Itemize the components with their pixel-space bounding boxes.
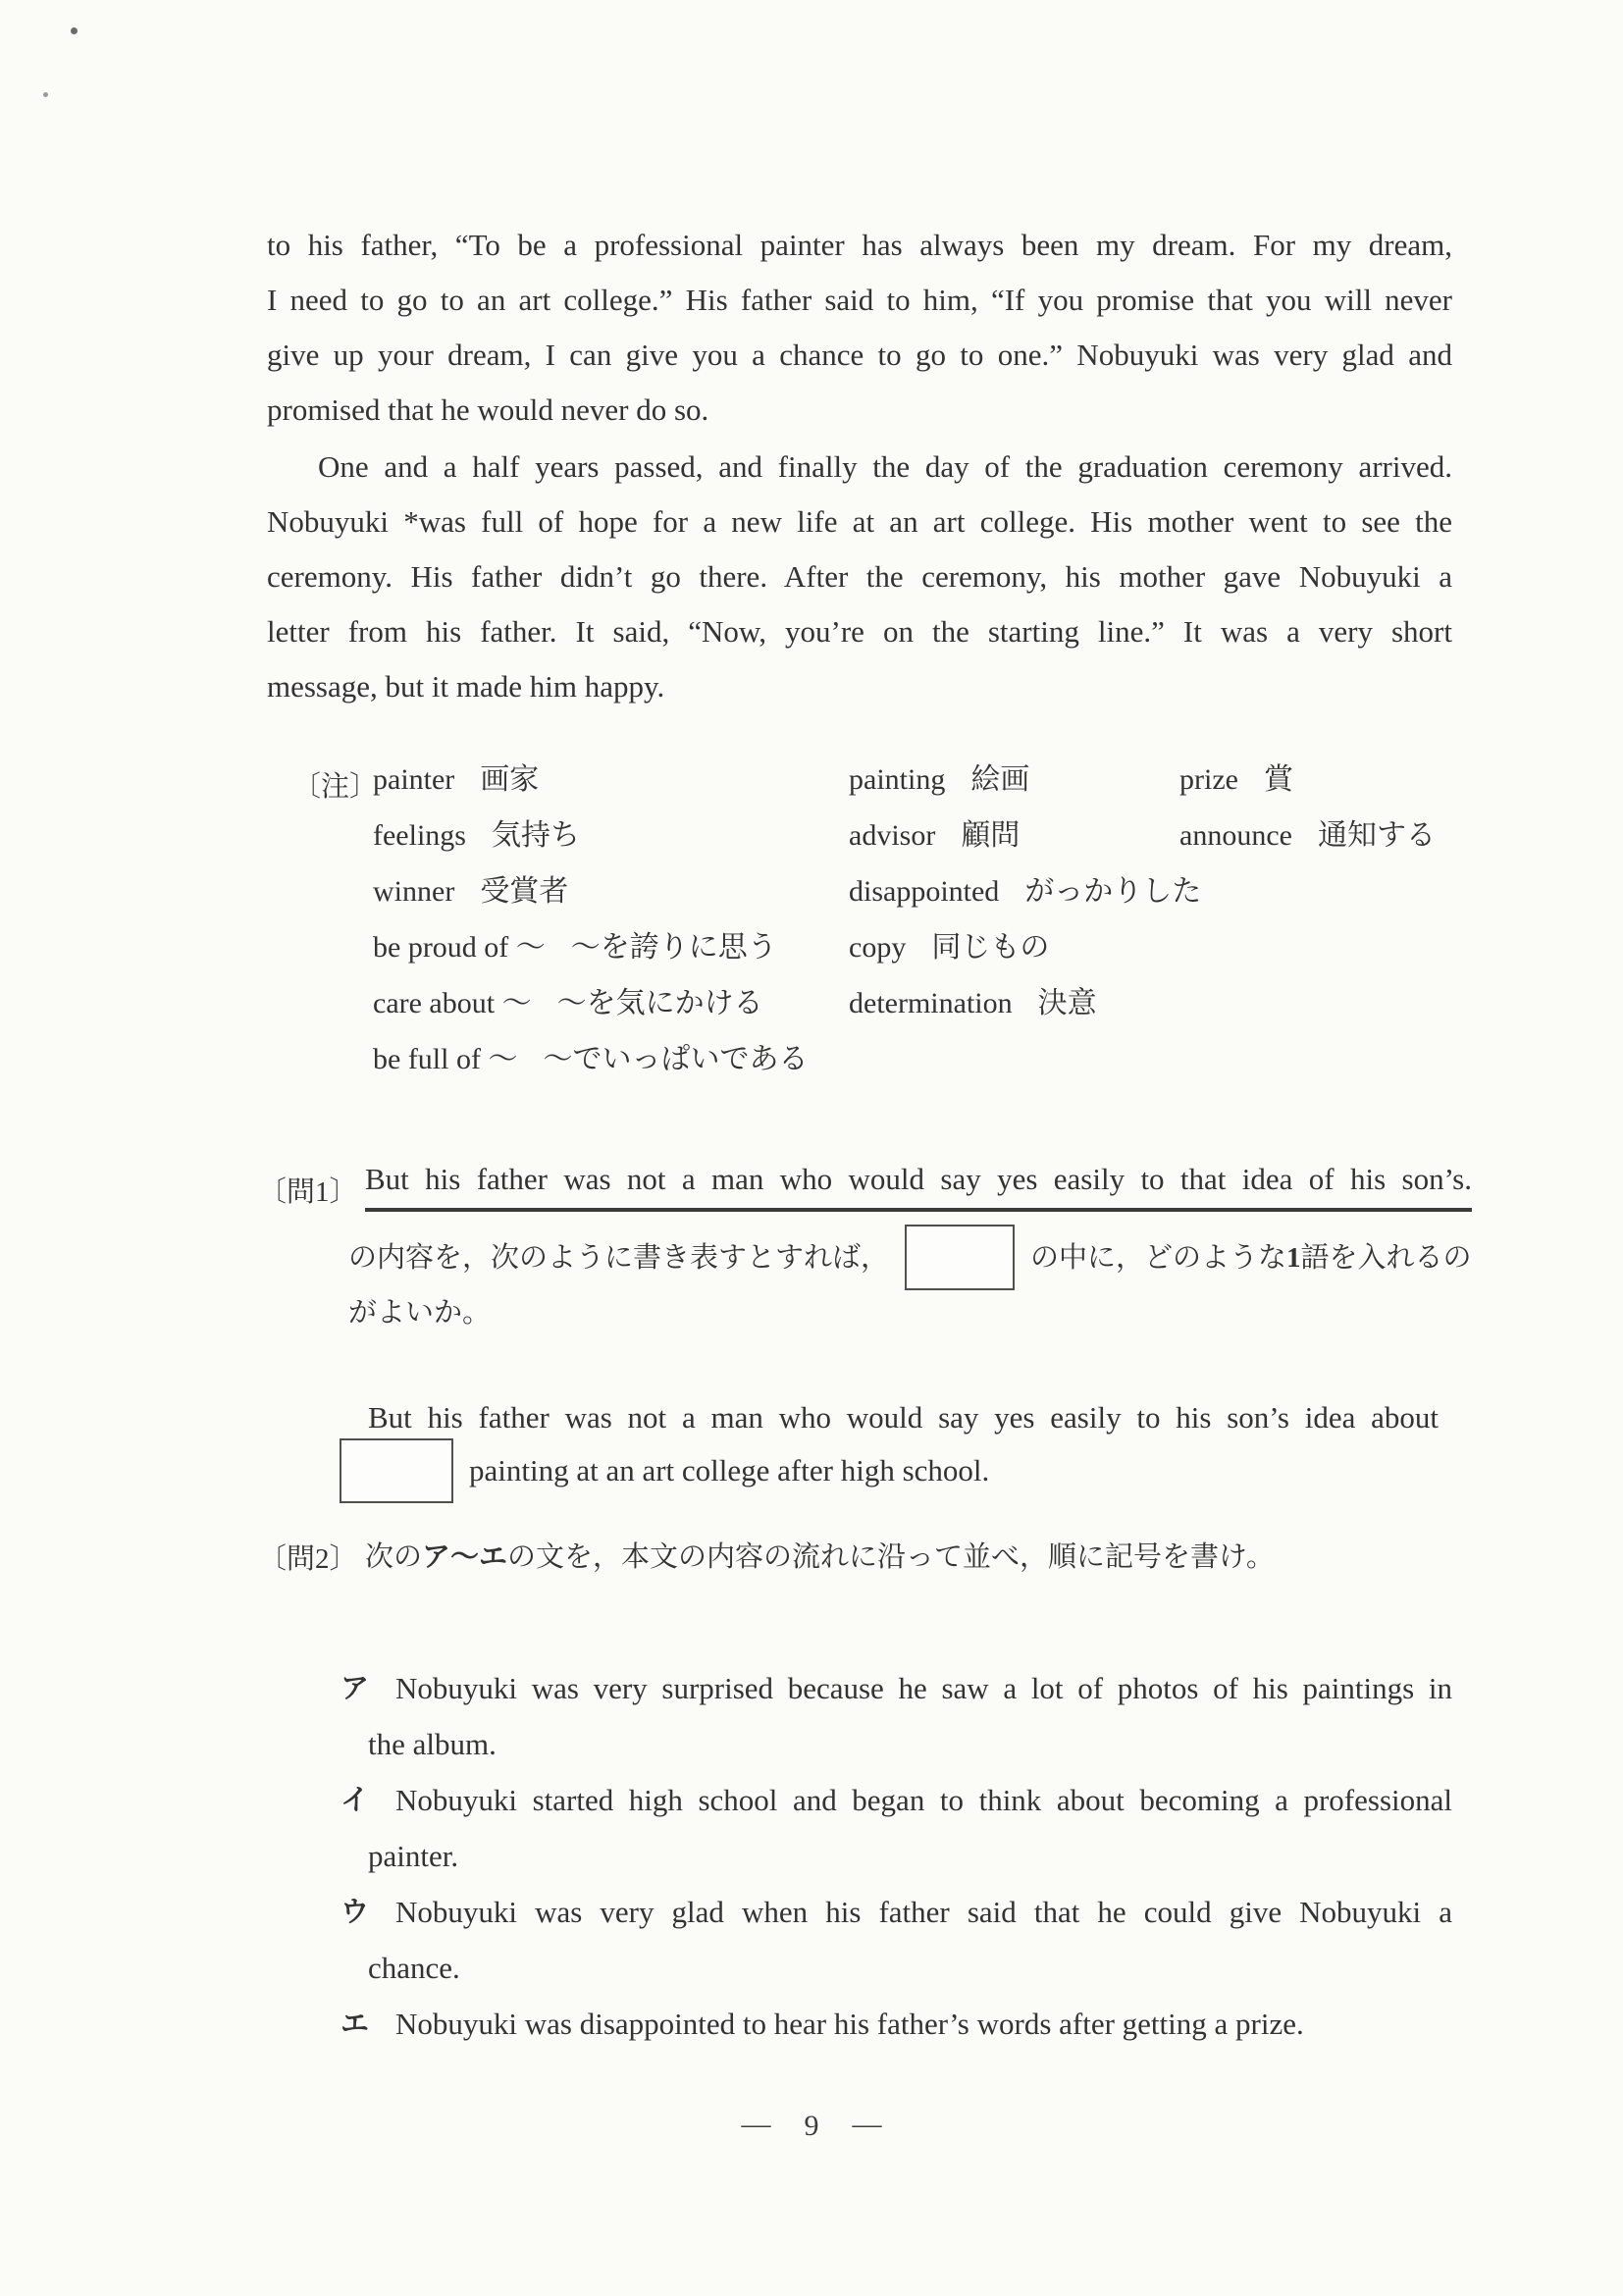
vocab-word: painting xyxy=(849,763,946,796)
page-number-value: 9 xyxy=(804,2110,819,2142)
option-item xyxy=(340,1884,1452,1996)
vocab-meaning: 絵画 xyxy=(970,763,1030,796)
vocab-meaning: 賞 xyxy=(1263,763,1293,796)
vocab-word: painter xyxy=(373,763,455,796)
option-line: Nobuyuki was disappointed to hear his father’s words after getting a prize. xyxy=(395,2007,1304,2041)
passage-paragraph xyxy=(267,440,1452,714)
vocab-entry xyxy=(1179,760,1293,800)
vocab-entry xyxy=(373,816,580,856)
vocab-entry xyxy=(373,1040,808,1079)
question1-prompt-line2: がよいか。 xyxy=(348,1297,492,1329)
option-label: イ xyxy=(340,1783,370,1816)
passage-line: message, but it made him happy. xyxy=(267,669,665,704)
passage-line: to his father, “To be a professional painter has always been my dream. For my dream, xyxy=(267,228,1452,262)
passage-line: Nobuyuki *was full of hope for a new life at an art college. His mother went to see the xyxy=(267,504,1452,539)
question1-label: 〔問1〕 xyxy=(258,1176,358,1208)
vocab-entry xyxy=(849,872,1201,912)
passage-line: One and a half years passed, and finally the day of the graduation ceremony arrived. xyxy=(318,449,1452,484)
option-item xyxy=(340,1996,1452,2052)
vocab-meaning: 同じもの xyxy=(931,931,1050,964)
vocab-entry xyxy=(373,760,539,800)
option-label: ア xyxy=(340,1671,370,1704)
answer-blank-box xyxy=(340,1438,453,1503)
scan-speck xyxy=(43,92,48,97)
vocab-entry xyxy=(373,984,763,1023)
question1-word-count: 1 xyxy=(1286,1241,1301,1274)
vocab-meaning: 〜でいっぱいである xyxy=(543,1043,809,1075)
vocab-word: be proud of 〜 xyxy=(373,931,546,964)
vocab-word: care about 〜 xyxy=(373,987,532,1019)
passage-line: promised that he would never do so. xyxy=(267,392,709,427)
passage-line: give up your dream, I can give you a chance to go to one.” Nobuyuki was very glad and xyxy=(267,338,1452,372)
vocab-entry xyxy=(849,984,1097,1023)
vocab-meaning: 画家 xyxy=(480,763,540,796)
question1-prompt-before: の内容を，次のように書き表すとすれば， xyxy=(348,1241,890,1274)
option-label: エ xyxy=(340,2007,370,2040)
vocab-meaning: 〜を誇りに思う xyxy=(570,931,777,964)
vocab-meaning: 顧問 xyxy=(961,819,1021,852)
question2-prompt-before: 次の xyxy=(365,1541,423,1573)
page-number-dash: — xyxy=(852,2108,882,2140)
vocab-entry xyxy=(373,928,777,967)
vocab-word: advisor xyxy=(849,819,936,852)
question1-prompt-after-b: 語を入れるの xyxy=(1300,1241,1472,1274)
question1-underlined-sentence: But his father was not a man who would say yes easily to that idea of his son’s. xyxy=(365,1160,1472,1212)
vocab-word: winner xyxy=(373,875,455,908)
vocab-meaning: 決意 xyxy=(1037,987,1097,1019)
passage-paragraph xyxy=(267,218,1452,438)
question2-prompt-after: の文を，本文の内容の流れに沿って並べ，順に記号を書け。 xyxy=(507,1541,1275,1573)
vocab-entry xyxy=(849,816,1020,856)
question2-option-range: ア～エ xyxy=(422,1539,508,1573)
option-label: ウ xyxy=(340,1895,370,1928)
vocab-entry xyxy=(849,760,1029,800)
option-line: chance. xyxy=(368,1951,460,1985)
answer-blank-box xyxy=(905,1225,1015,1290)
vocab-word: announce xyxy=(1179,819,1292,852)
question1-prompt-line xyxy=(348,1225,1472,1290)
question2-label: 〔問2〕 xyxy=(258,1543,358,1575)
vocabulary-notes xyxy=(292,760,1509,1114)
vocab-word: copy xyxy=(849,931,907,964)
vocab-meaning: 〜を気にかける xyxy=(556,987,763,1019)
vocab-word: prize xyxy=(1179,763,1238,796)
option-item xyxy=(340,1660,1452,1772)
vocab-meaning: 気持ち xyxy=(491,819,580,852)
option-line: Nobuyuki was very surprised because he saw a lot of photos of his paintings in xyxy=(395,1671,1452,1705)
vocab-entry xyxy=(849,928,1049,967)
passage-line: letter from his father. It said, “Now, you’re on the starting line.” It was a very short xyxy=(267,614,1452,649)
question2-options xyxy=(340,1660,1452,2052)
question1-prompt-after xyxy=(1030,1238,1472,1278)
option-line: Nobuyuki was very glad when his father said that he could give Nobuyuki a xyxy=(395,1895,1452,1929)
question1-prompt-after-a: の中に，どのような xyxy=(1030,1241,1287,1274)
passage-line: ceremony. His father didn’t go there. After the ceremony, his mother gave Nobuyuki a xyxy=(267,559,1452,594)
vocab-word: feelings xyxy=(373,819,466,852)
question2-prompt xyxy=(365,1537,1275,1577)
option-item xyxy=(340,1772,1452,1884)
vocab-meaning: 通知する xyxy=(1317,819,1436,852)
question1-restated-line2 xyxy=(340,1438,989,1503)
option-line: the album. xyxy=(368,1727,497,1761)
vocab-meaning: がっかりした xyxy=(1024,875,1202,908)
question1-restated-line1: But his father was not a man who would say yes easily to his son’s idea about xyxy=(368,1400,1439,1435)
passage-line: I need to go to an art college.” His father said to him, “If you promise that you will never xyxy=(267,283,1452,317)
vocab-entry xyxy=(1179,816,1436,856)
question1-restated-after: painting at an art college after high school. xyxy=(469,1453,990,1487)
vocab-word: determination xyxy=(849,987,1013,1019)
scan-speck xyxy=(71,27,78,34)
vocab-word: be full of 〜 xyxy=(373,1043,518,1075)
vocab-entry xyxy=(373,872,568,912)
vocab-meaning: 受賞者 xyxy=(480,875,569,908)
option-line: painter. xyxy=(368,1839,459,1873)
notes-label: 〔注〕 xyxy=(292,771,379,803)
option-line: Nobuyuki started high school and began to think about becoming a professional xyxy=(395,1783,1452,1817)
page-number-dash: — xyxy=(741,2108,771,2140)
vocab-word: disappointed xyxy=(849,875,1000,908)
page-number xyxy=(0,2110,1623,2143)
